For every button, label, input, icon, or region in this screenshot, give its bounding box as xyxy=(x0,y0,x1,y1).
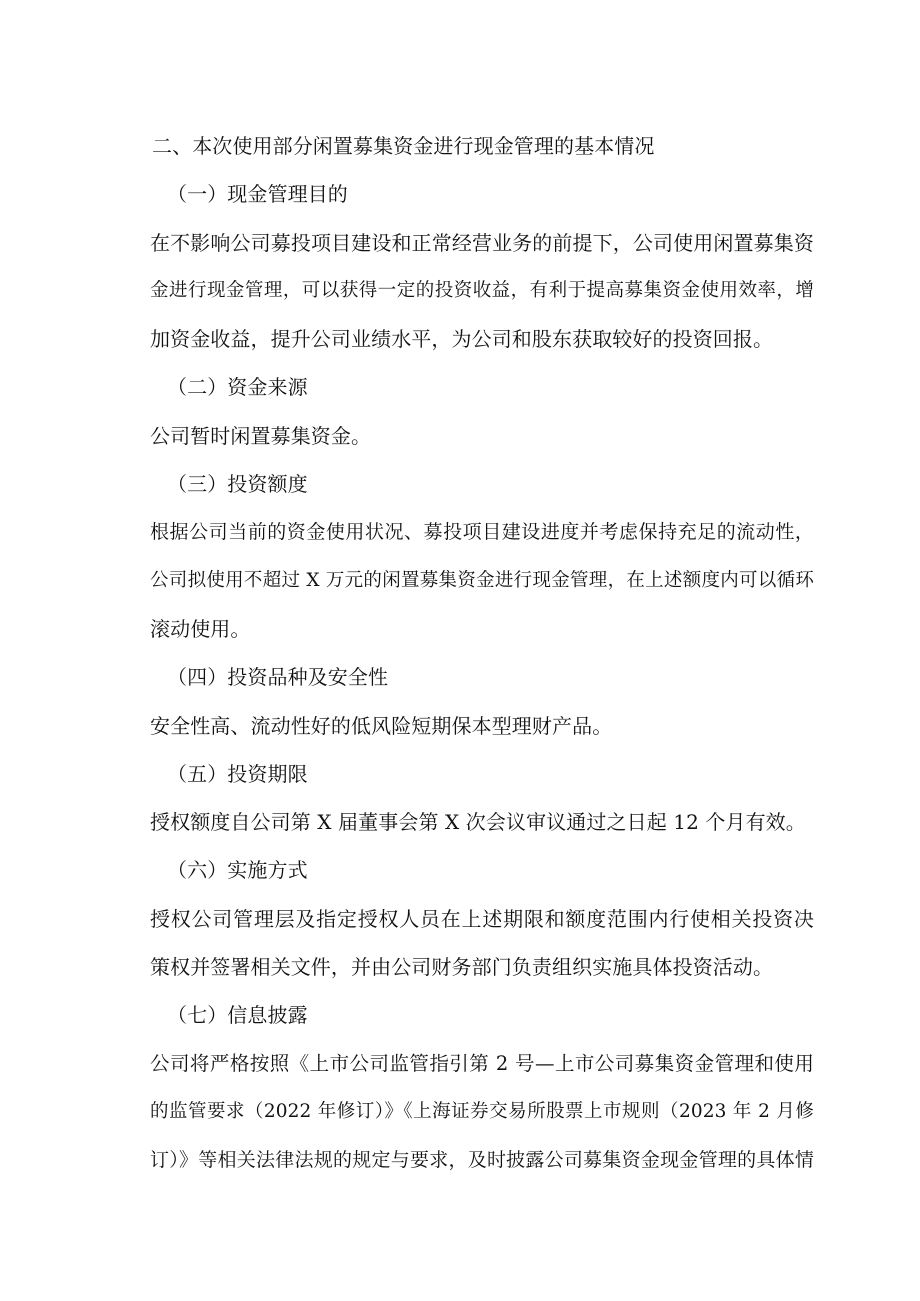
paragraph-line: 公司拟使用不超过 X 万元的闲置募集资金进行现金管理，在上述额度内可以循环 xyxy=(150,569,814,591)
paragraph-line: 在不影响公司募投项目建设和正常经营业务的前提下，公司使用闲置募集资 xyxy=(150,230,814,255)
paragraph-line: 的监管要求（2022 年修订）》《上海证券交易所股票上市规则（2023 年 2 月修 xyxy=(150,1100,814,1122)
subsection-heading-source: （二）资金来源 xyxy=(167,375,308,400)
paragraph-line: 订）》等相关法律法规的规定与要求，及时披露公司募集资金现金管理的具体情 xyxy=(150,1149,814,1172)
paragraph-line: 公司暂时闲置募集资金。 xyxy=(150,423,372,448)
paragraph-line: 金进行现金管理，可以获得一定的投资收益，有利于提高募集资金使用效率，增 xyxy=(150,279,814,301)
subsection-heading-amount: （三）投资额度 xyxy=(167,472,308,497)
paragraph-line: 滚动使用。 xyxy=(150,616,251,641)
subsection-heading-purpose: （一）现金管理目的 xyxy=(167,182,348,207)
paragraph-line: 授权公司管理层及指定授权人员在上述期限和额度范围内行使相关投资决 xyxy=(150,906,814,931)
paragraph-line: 授权额度自公司第 X 届董事会第 X 次会议审议通过之日起 12 个月有效。 xyxy=(150,810,806,835)
paragraph-line: 策权并签署相关文件，并由公司财务部门负责组织实施具体投资活动。 xyxy=(150,955,774,980)
subsection-heading-products: （四）投资品种及安全性 xyxy=(167,665,389,690)
subsection-heading-implementation: （六）实施方式 xyxy=(167,858,308,883)
paragraph-line: 加资金收益，提升公司业绩水平，为公司和股东获取较好的投资回报。 xyxy=(150,327,774,352)
subsection-heading-disclosure: （七）信息披露 xyxy=(167,1003,308,1028)
paragraph-line: 根据公司当前的资金使用状况、募投项目建设进度并考虑保持充足的流动性， xyxy=(150,521,814,544)
document-body xyxy=(150,122,814,1185)
section-title: 二、本次使用部分闲置募集资金进行现金管理的基本情况 xyxy=(152,134,655,158)
paragraph-line: 安全性高、流动性好的低风险短期保本型理财产品。 xyxy=(150,713,613,738)
paragraph-line: 公司将严格按照《上市公司监管指引第 2 号—上市公司募集资金管理和使用 xyxy=(150,1051,814,1075)
subsection-heading-term: （五）投资期限 xyxy=(167,761,308,786)
